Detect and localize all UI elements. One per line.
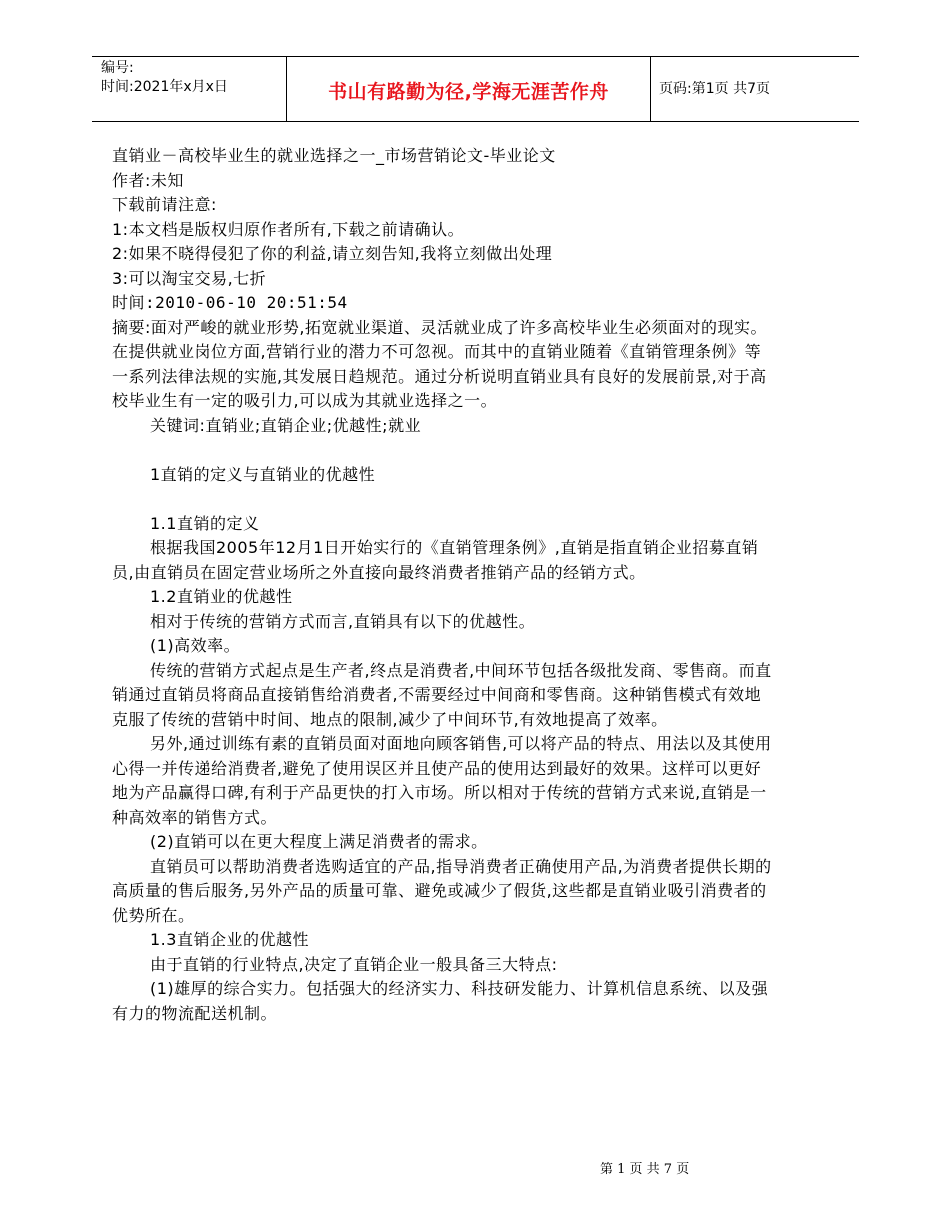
header-page-info: 页码:第1页 共7页	[659, 81, 770, 97]
spacer	[112, 438, 772, 463]
header-motto: 书山有路勤为径,学海无涯苦作舟	[328, 81, 609, 103]
paragraph-1-3: 由于直销的行业特点,决定了直销企业一般具备三大特点:	[150, 954, 558, 974]
paragraph-1-2: 相对于传统的营销方式而言,直销具有以下的优越性。	[150, 611, 536, 631]
header-time-label: 时间:2021年x月x日	[101, 79, 228, 95]
header-number-label: 编号:	[101, 60, 134, 76]
section-heading-1: 1直销的定义与直销业的优越性	[150, 464, 376, 484]
point-2: (2)直销可以在更大程度上满足消费者的需求。	[150, 832, 488, 851]
section-heading-1-1: 1.1直销的定义	[150, 513, 260, 533]
paragraph-1-1: 根据我国2005年12月1日开始实行的《直销管理条例》,直销是指直销企业招募直销员,由直销员在固定营业场所之外直接向最终消费者推销产品的经销方式。	[112, 538, 759, 582]
paragraph-point-1-a: 传统的营销方式起点是生产者,终点是消费者,中间环节包括各级批发商、零售商。而直销通过直销员将商品直接销售给消费者,不需要经过中间商和零售商。这种销售模式有效地克服了传统的营销中时间、地点的限制,减少了中间环节,有效地提高了效率。	[112, 660, 772, 729]
notice-item-3: 3:可以淘宝交易,七折	[112, 268, 267, 288]
keywords: 关键词:直销业;直销企业;优越性;就业	[150, 415, 422, 435]
point-3: (1)雄厚的综合实力。包括强大的经济实力、科技研发能力、计算机信息系统、以及强有力的物流配送机制。	[112, 979, 769, 1023]
header-bottom-rule	[92, 121, 859, 122]
notice-heading: 下载前请注意:	[112, 195, 217, 214]
document-title: 直销业－高校毕业生的就业选择之一_市场营销论文-毕业论文	[112, 146, 556, 165]
paragraph-point-1-b: 另外,通过训练有素的直销员面对面地向顾客销售,可以将产品的特点、用法以及其使用心得一并传递给消费者,避免了使用误区并且使产品的使用达到最好的效果。这样可以更好地为产品赢得口碑,有利于产品更快的打入市场。所以相对于传统的营销方式来说,直销是一种高效率的销售方式。	[112, 734, 772, 827]
document-author: 作者:未知	[112, 170, 184, 190]
section-heading-1-2: 1.2直销业的优越性	[150, 587, 293, 606]
notice-item-1: 1:本文档是版权归原作者所有,下载之前请确认。	[112, 219, 465, 239]
document-body	[112, 144, 772, 1026]
section-heading-1-3: 1.3直销企业的优越性	[150, 930, 309, 949]
footer-page-number: 第 1 页 共 7 页	[600, 1162, 690, 1177]
header-top-rule	[92, 56, 859, 57]
document-time: 时间:2010-06-10 20:51:54	[112, 293, 348, 312]
abstract: 摘要:面对严峻的就业形势,拓宽就业渠道、灵活就业成了许多高校毕业生必须面对的现实。在提供就业岗位方面,营销行业的潜力不可忽视。而其中的直销业随着《直销管理条例》等一系列法律法规的实施,其发展日趋规范。通过分析说明直销业具有良好的发展前景,对于高校毕业生有一定的吸引力,可以成为其就业选择之一。	[112, 317, 767, 410]
paragraph-point-2: 直销员可以帮助消费者选购适宜的产品,指导消费者正确使用产品,为消费者提供长期的高质量的售后服务,另外产品的质量可靠、避免或减少了假货,这些都是直销业吸引消费者的优势所在。	[112, 856, 772, 925]
point-1: (1)高效率。	[150, 636, 241, 655]
header-divider-right	[650, 56, 651, 122]
spacer	[112, 487, 772, 512]
notice-item-2: 2:如果不晓得侵犯了你的利益,请立刻告知,我将立刻做出处理	[112, 244, 553, 263]
